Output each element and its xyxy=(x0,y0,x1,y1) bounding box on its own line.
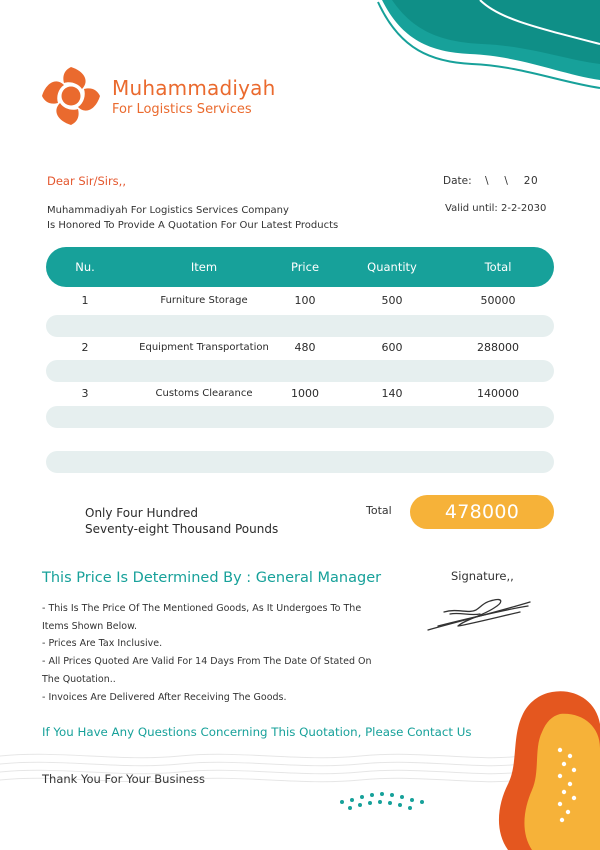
table-row xyxy=(46,382,554,404)
table-row xyxy=(46,289,554,311)
row-quantity: 600 xyxy=(381,340,403,354)
header-quantity: Quantity xyxy=(367,260,417,274)
header-total: Total xyxy=(484,260,512,274)
row-quantity: 140 xyxy=(381,386,403,400)
total-label: Total xyxy=(366,504,392,517)
intro-line-2: Is Honored To Provide A Quotation For Our Latest Products xyxy=(47,220,339,231)
header-price: Price xyxy=(290,260,320,274)
terms-list xyxy=(42,600,402,706)
intro-text xyxy=(47,203,338,233)
table-header xyxy=(46,247,554,287)
amount-in-words xyxy=(85,505,278,537)
table-row-stripe xyxy=(46,451,554,473)
brand-block xyxy=(112,76,276,119)
table-row-stripe xyxy=(46,360,554,382)
amount-words-line-1: Only Four Hundred xyxy=(85,506,198,520)
row-total: 288000 xyxy=(477,340,519,354)
signature-label: Signature,, xyxy=(451,569,514,583)
row-total: 140000 xyxy=(477,386,519,400)
header-number: Nu. xyxy=(75,260,95,274)
company-logo-icon xyxy=(40,65,102,127)
row-number: 1 xyxy=(81,293,89,307)
header-item: Item xyxy=(190,260,218,274)
row-item: Equipment Transportation xyxy=(139,341,269,353)
teal-dots-decoration xyxy=(338,788,428,812)
terms-line: - This Is The Price Of The Mentioned Goods, As It Undergoes To The xyxy=(42,603,362,614)
row-quantity: 500 xyxy=(381,293,403,307)
corner-blob-decoration xyxy=(490,688,600,850)
terms-line: - Invoices Are Delivered After Receiving The Goods. xyxy=(42,691,287,703)
terms-title: This Price Is Determined By : General Manager xyxy=(42,570,382,586)
row-number: 3 xyxy=(81,386,89,400)
signature-image xyxy=(424,594,534,634)
date-value: \ \ 20 xyxy=(485,175,539,187)
contact-line: If You Have Any Questions Concerning This Quotation, Please Contact Us xyxy=(42,725,472,739)
table-row-stripe xyxy=(46,315,554,337)
thank-you-text: Thank You For Your Business xyxy=(42,772,205,786)
date-label: Date: xyxy=(443,175,472,187)
terms-line: The Quotation.. xyxy=(42,673,116,685)
row-number: 2 xyxy=(81,340,89,354)
intro-line-1: Muhammadiyah For Logistics Services Company xyxy=(47,205,289,216)
greeting: Dear Sir/Sirs,, xyxy=(47,174,126,188)
terms-line: Items Shown Below. xyxy=(42,620,137,632)
row-price: 100 xyxy=(294,293,316,307)
table-row-stripe xyxy=(46,406,554,428)
row-item: Customs Clearance xyxy=(155,387,253,399)
row-price: 1000 xyxy=(291,386,319,400)
row-price: 480 xyxy=(294,340,316,354)
amount-words-line-2: Seventy-eight Thousand Pounds xyxy=(85,522,279,536)
top-wave-decoration xyxy=(370,0,600,92)
row-total: 50000 xyxy=(480,293,516,307)
terms-line: - All Prices Quoted Are Valid For 14 Days From The Date Of Stated On xyxy=(42,656,372,668)
company-subtitle: For Logistics Services xyxy=(112,102,252,117)
valid-until: Valid until: 2-2-2030 xyxy=(445,203,547,214)
total-value-badge: 478000 xyxy=(410,495,554,529)
table-row xyxy=(46,336,554,358)
row-item: Furniture Storage xyxy=(160,294,248,306)
company-name: Muhammadiyah xyxy=(112,76,276,100)
terms-line: - Prices Are Tax Inclusive. xyxy=(42,638,163,650)
